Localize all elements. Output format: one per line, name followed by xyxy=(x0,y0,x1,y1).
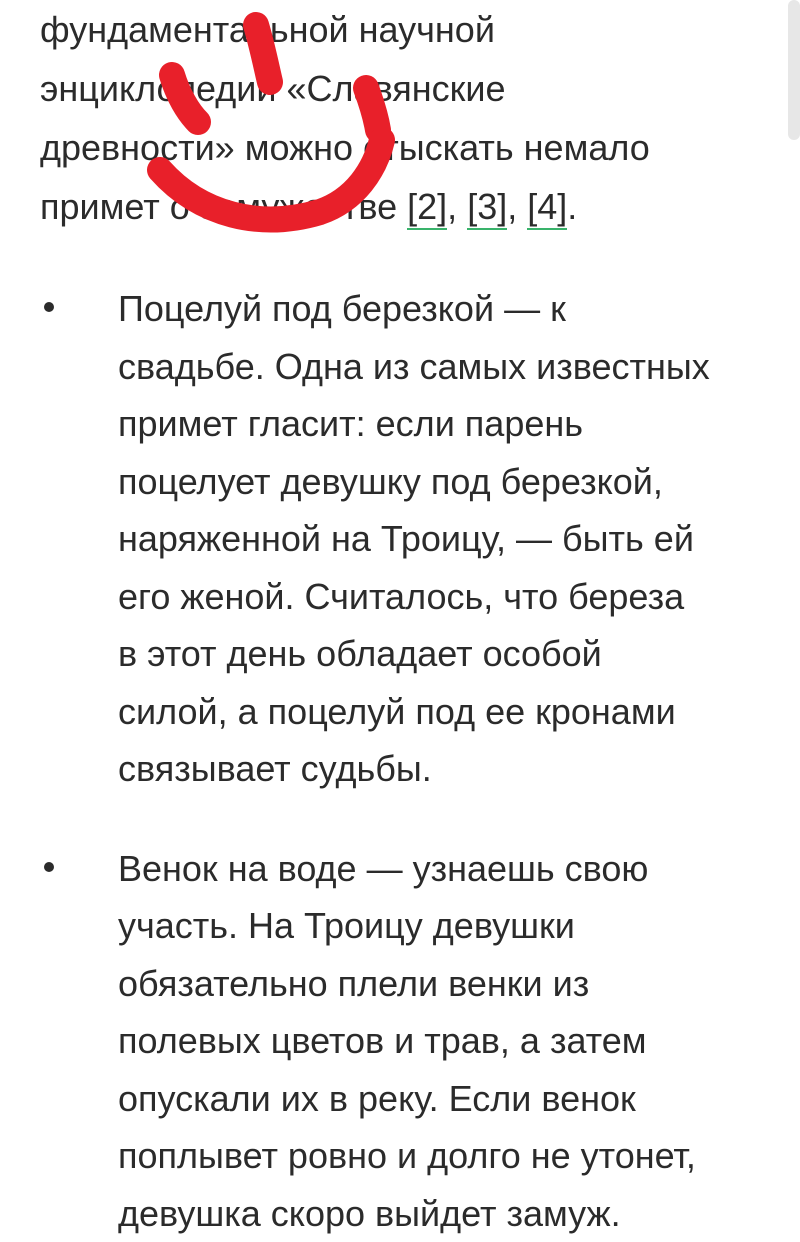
ref-separator: , xyxy=(447,186,467,227)
list-item-line: участь. На Троицу девушки xyxy=(118,897,780,955)
list-item-line: наряженной на Троицу, — быть ей xyxy=(118,510,780,568)
list-item-line: девушка скоро выйдет замуж. xyxy=(118,1185,780,1242)
intro-line: фундаментальной научной xyxy=(40,0,780,59)
article-content xyxy=(40,0,780,1242)
list-item xyxy=(40,280,780,798)
list-item-line: опускали их в реку. Если венок xyxy=(118,1070,780,1128)
omens-list xyxy=(40,280,780,1242)
intro-paragraph xyxy=(40,0,780,236)
list-item-line: примет гласит: если парень xyxy=(118,395,780,453)
list-item-line: Поцелуй под березкой — к xyxy=(118,280,780,338)
list-item-line: Венок на воде — узнаешь свою xyxy=(118,840,780,898)
list-item-line: в этот день обладает особой xyxy=(118,625,780,683)
list-item-line: полевых цветов и трав, а затем xyxy=(118,1012,780,1070)
list-item-line: его женой. Считалось, что береза xyxy=(118,568,780,626)
list-item-line: свадьбе. Одна из самых известных xyxy=(118,338,780,396)
list-item-line: силой, а поцелуй под ее кронами xyxy=(118,683,780,741)
list-item-line: поплывет ровно и долго не утонет, xyxy=(118,1127,780,1185)
list-item-line: связывает судьбы. xyxy=(118,740,780,798)
intro-line: древности» можно отыскать немало xyxy=(40,118,780,177)
list-item-line: обязательно плели венки из xyxy=(118,955,780,1013)
intro-line-prefix: примет о замужестве xyxy=(40,186,407,227)
bullet-dot-icon xyxy=(44,302,54,312)
intro-line-last xyxy=(40,177,780,236)
scrollbar-thumb[interactable] xyxy=(788,0,800,140)
reference-link-3[interactable]: [3] xyxy=(467,186,507,230)
reference-link-4[interactable]: [4] xyxy=(527,186,567,230)
list-item xyxy=(40,840,780,1242)
intro-line: энциклопедии «Славянские xyxy=(40,59,780,118)
sentence-end: . xyxy=(567,186,577,227)
reference-link-2[interactable]: [2] xyxy=(407,186,447,230)
bullet-dot-icon xyxy=(44,862,54,872)
list-item-line: поцелует девушку под березкой, xyxy=(118,453,780,511)
ref-separator: , xyxy=(507,186,527,227)
